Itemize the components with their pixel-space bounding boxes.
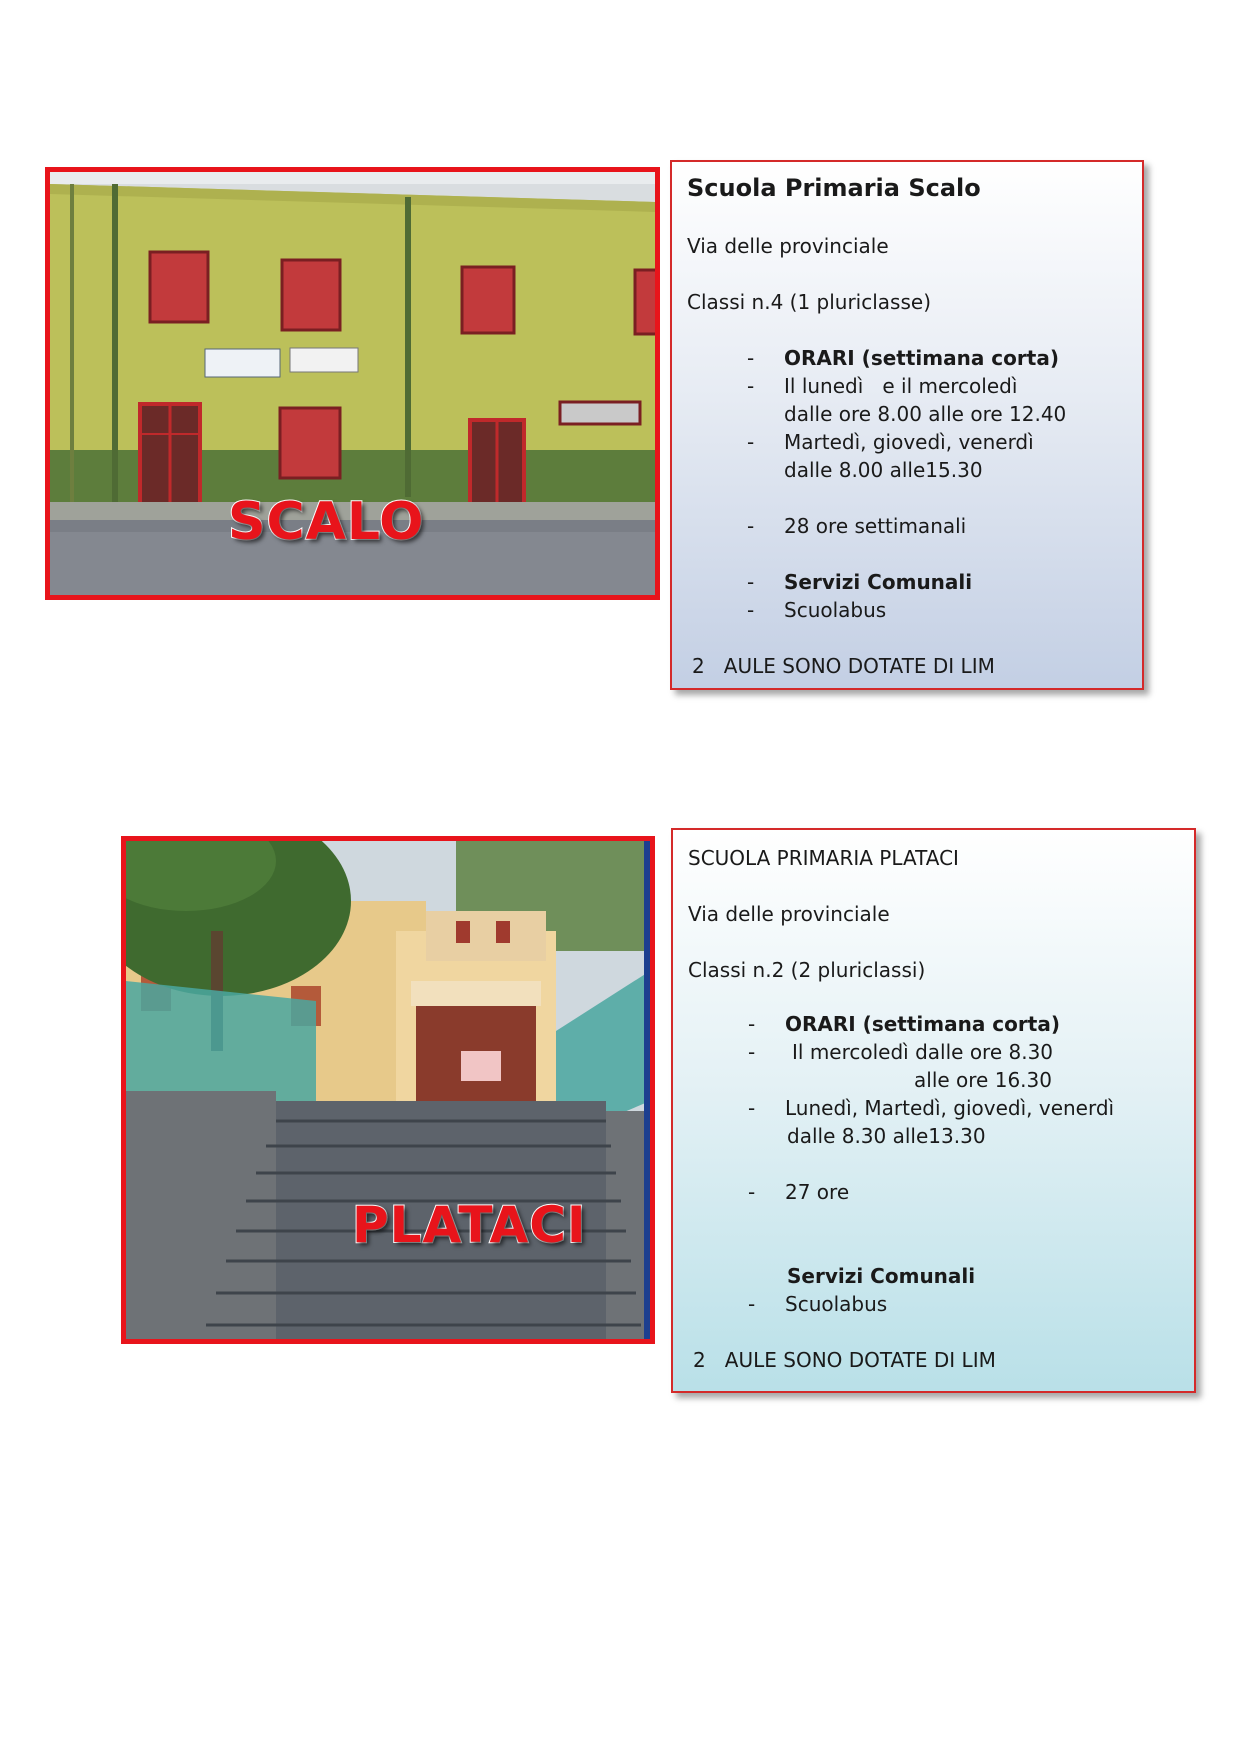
plataci-classes: Classi n.2 (2 pluriclassi) <box>688 958 926 982</box>
list-dash: - <box>748 1040 756 1064</box>
plataci-address: Via delle provinciale <box>688 902 890 926</box>
plataci-schedule-line-2b: dalle 8.30 alle13.30 <box>787 1124 986 1148</box>
scalo-services-heading: Servizi Comunali <box>784 570 973 594</box>
photo-scuola-plataci <box>121 836 655 1344</box>
scalo-schedule-line-2b: dalle 8.00 alle15.30 <box>784 458 983 482</box>
plataci-building-illustration <box>126 841 650 1339</box>
plataci-services-heading: Servizi Comunali <box>787 1264 976 1288</box>
info-card-scalo <box>670 160 1144 690</box>
plataci-schedule-line-1: Il mercoledì dalle ore 8.30 <box>792 1040 1054 1064</box>
list-dash: - <box>747 430 755 454</box>
plataci-lim-note: 2 AULE SONO DOTATE DI LIM <box>693 1348 996 1372</box>
plataci-photo-label: PLATACI <box>352 1196 587 1254</box>
list-dash: - <box>748 1012 756 1036</box>
scalo-lim-note: 2 AULE SONO DOTATE DI LIM <box>692 654 995 678</box>
scalo-address: Via delle provinciale <box>687 234 889 258</box>
list-dash: - <box>748 1180 756 1204</box>
scalo-schedule-line-2: Martedì, giovedì, venerdì <box>784 430 1034 454</box>
plataci-schedule-heading: ORARI (settimana corta) <box>785 1012 1060 1036</box>
info-card-plataci <box>671 828 1196 1393</box>
plataci-services-item: Scuolabus <box>785 1292 888 1316</box>
scalo-schedule-line-1: Il lunedì e il mercoledì <box>784 374 1018 398</box>
plataci-hours: 27 ore <box>785 1180 850 1204</box>
scalo-classes: Classi n.4 (1 pluriclasse) <box>687 290 931 314</box>
plataci-schedule-line-2: Lunedì, Martedì, giovedì, venerdì <box>785 1096 1115 1120</box>
scalo-schedule-line-1b: dalle ore 8.00 alle ore 12.40 <box>784 402 1067 426</box>
list-dash: - <box>747 374 755 398</box>
scalo-title: Scuola Primaria Scalo <box>687 174 981 202</box>
plataci-title: SCUOLA PRIMARIA PLATACI <box>688 846 959 870</box>
list-dash: - <box>747 514 755 538</box>
scalo-photo-label: SCALO <box>228 492 425 552</box>
list-dash: - <box>748 1292 756 1316</box>
list-dash: - <box>748 1096 756 1120</box>
list-dash: - <box>747 570 755 594</box>
list-dash: - <box>747 346 755 370</box>
scalo-services-item: Scuolabus <box>784 598 887 622</box>
scalo-schedule-heading: ORARI (settimana corta) <box>784 346 1059 370</box>
list-dash: - <box>747 598 755 622</box>
scalo-hours: 28 ore settimanali <box>784 514 967 538</box>
plataci-schedule-line-1b: alle ore 16.30 <box>914 1068 1052 1092</box>
